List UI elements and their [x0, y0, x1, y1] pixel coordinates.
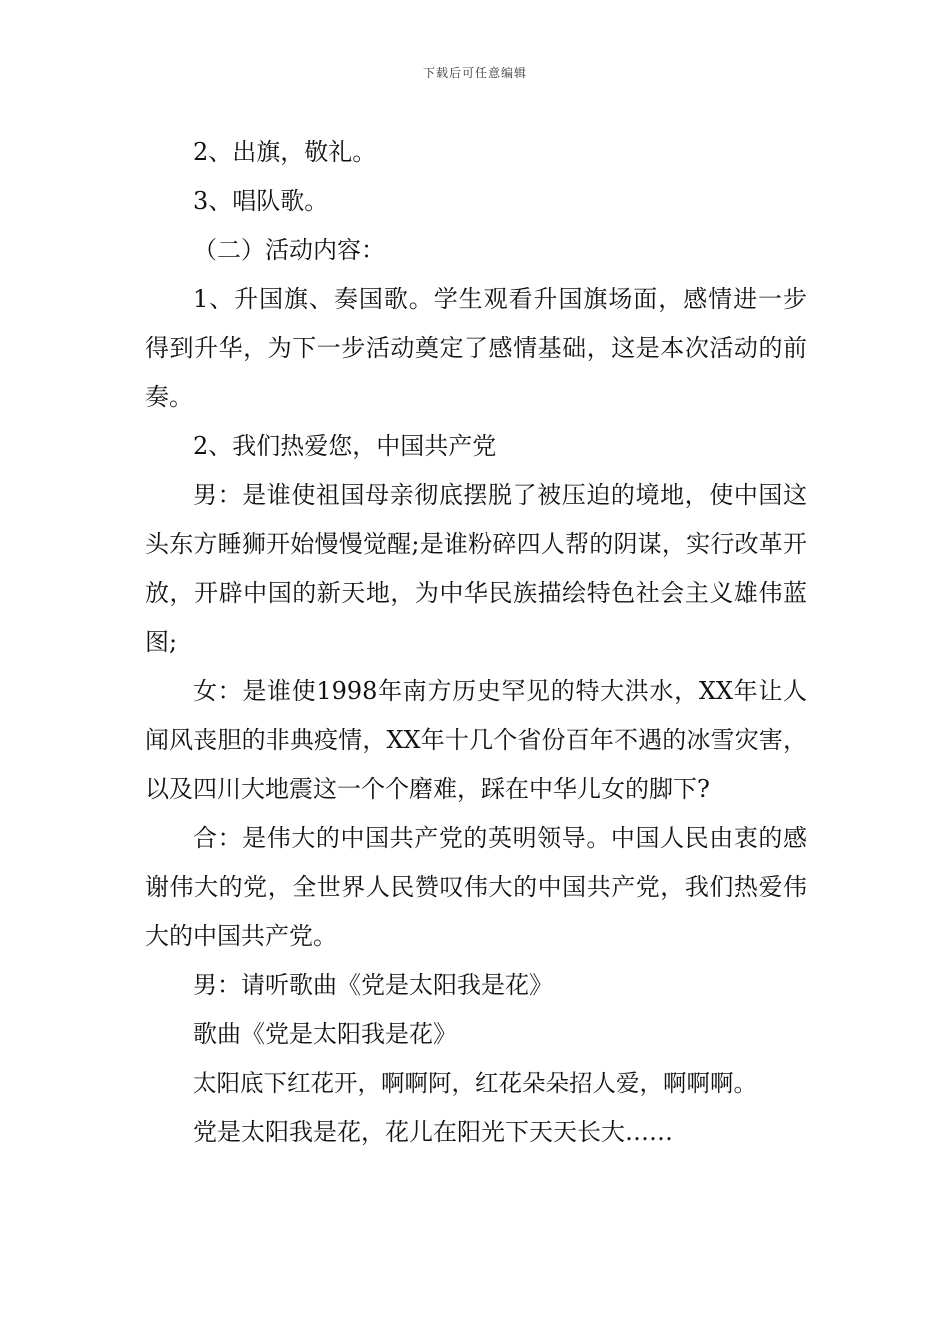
- paragraph-team-song: 3、唱队歌。: [193, 187, 329, 215]
- paragraph-female-speaker: 女：是谁使1998年南方历史罕见的特大洪水，XX年让人闻风丧胆的非典疫情，XX年十几个省份百年不遇的冰雪灾害，以及四川大地震这一个个磨难，踩在中华儿女的脚下?: [145, 677, 807, 803]
- paragraph-chorus: 合：是伟大的中国共产党的英明领导。中国人民由衷的感谢伟大的党，全世界人民赞叹伟大的中国共产党，我们热爱伟大的中国共产党。: [145, 824, 807, 950]
- paragraph-lyric-line-1: 太阳底下红花开，啊啊阿，红花朵朵招人爱，啊啊啊。: [193, 1069, 757, 1097]
- paragraph-song-title: 歌曲《党是太阳我是花》: [193, 1020, 457, 1048]
- page-header: 下载后可任意编辑: [422, 66, 527, 80]
- paragraph-song-intro: 男：请听歌曲《党是太阳我是花》: [193, 971, 553, 999]
- paragraph-flag-raising: 1、升国旗、奏国歌。学生观看升国旗场面，感情进一步得到升华，为下一步活动奠定了感情基础，这是本次活动的前奏。: [145, 285, 807, 411]
- paragraph-flag-salute: 2、出旗，敬礼。: [193, 138, 377, 166]
- document-body: [145, 128, 807, 1157]
- paragraph-male-speaker: 男：是谁使祖国母亲彻底摆脱了被压迫的境地，使中国这头东方睡狮开始慢慢觉醒;是谁粉碎四人帮的阴谋，实行改革开放，开辟中国的新天地，为中华民族描绘特色社会主义雄伟蓝图;: [145, 481, 807, 656]
- paragraph-lyric-line-2: 党是太阳我是花，花儿在阳光下天天长大……: [193, 1118, 673, 1146]
- paragraph-love-party-heading: 2、我们热爱您，中国共产党: [193, 432, 497, 460]
- section-heading-activity-content: （二）活动内容：: [193, 236, 385, 264]
